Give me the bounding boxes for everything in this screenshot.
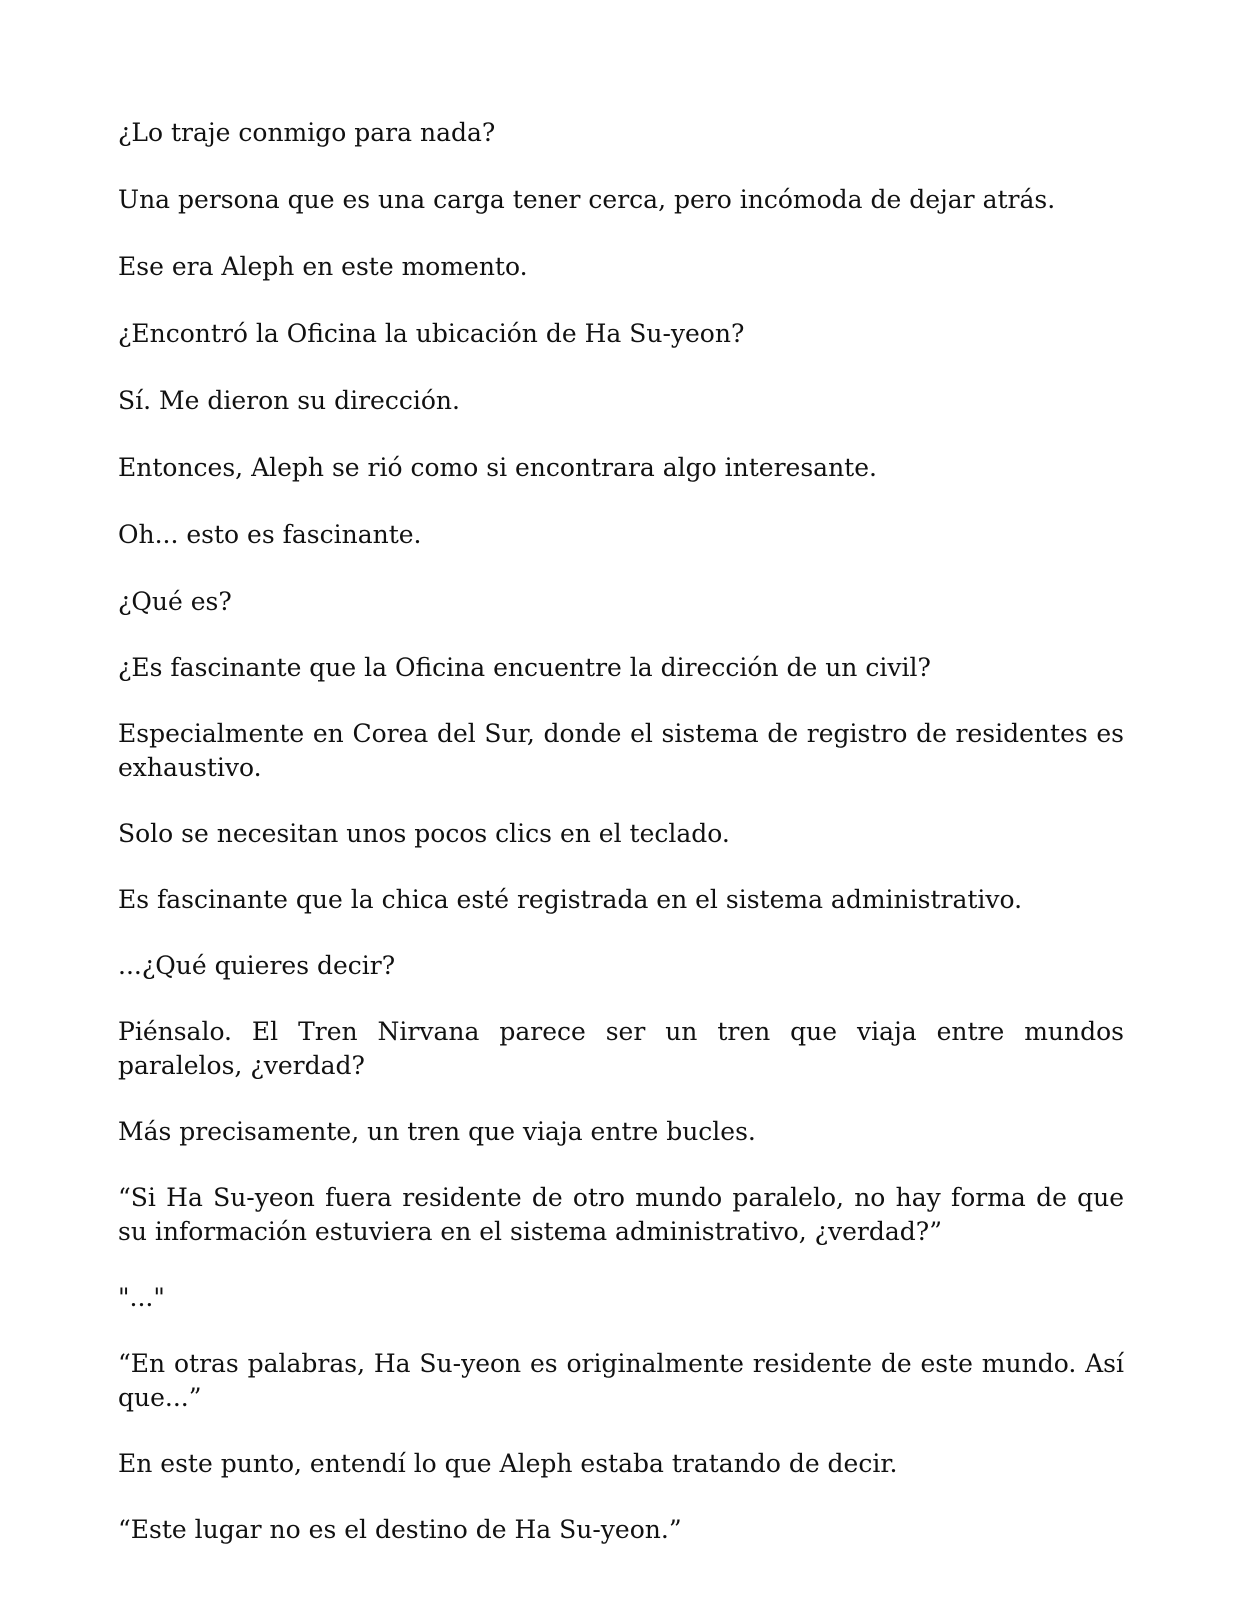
paragraph-20: “Este lugar no es el destino de Ha Su-yeon.” [118,1515,682,1544]
paragraph-16: “Si Ha Su-yeon fuera residente de otro mundo paralelo, no hay forma de que su información estuviera en el sistema administrativo, ¿verdad?” [118,1183,1124,1246]
paragraph-14: Piénsalo. El Tren Nirvana parece ser un tren que viaja entre mundos paralelos, ¿verdad? [118,1017,1124,1080]
paragraph-1: ¿Lo traje conmigo para nada? [118,118,496,147]
paragraph-10: Especialmente en Corea del Sur, donde el sistema de registro de residentes es exhaustivo. [118,719,1124,782]
paragraph-19: En este punto, entendí lo que Aleph estaba tratando de decir. [118,1449,898,1478]
paragraph-5: Sí. Me dieron su dirección. [118,386,460,415]
paragraph-17: "..." [118,1283,165,1312]
paragraph-9: ¿Es fascinante que la Oficina encuentre la dirección de un civil? [118,653,931,682]
paragraph-2: Una persona que es una carga tener cerca, pero incómoda de dejar atrás. [118,185,1056,214]
paragraph-18: “En otras palabras, Ha Su-yeon es originalmente residente de este mundo. Así que...” [118,1349,1124,1412]
paragraph-15: Más precisamente, un tren que viaja entre bucles. [118,1117,756,1146]
paragraph-6: Entonces, Aleph se rió como si encontrara algo interesante. [118,453,877,482]
paragraph-12: Es fascinante que la chica esté registrada en el sistema administrativo. [118,885,1023,914]
paragraph-4: ¿Encontró la Oficina la ubicación de Ha Su-yeon? [118,319,745,348]
paragraph-11: Solo se necesitan unos pocos clics en el teclado. [118,819,730,848]
paragraph-8: ¿Qué es? [118,587,232,616]
paragraph-13: ...¿Qué quieres decir? [118,951,396,980]
paragraph-3: Ese era Aleph en este momento. [118,252,528,281]
paragraph-7: Oh... esto es fascinante. [118,520,422,549]
